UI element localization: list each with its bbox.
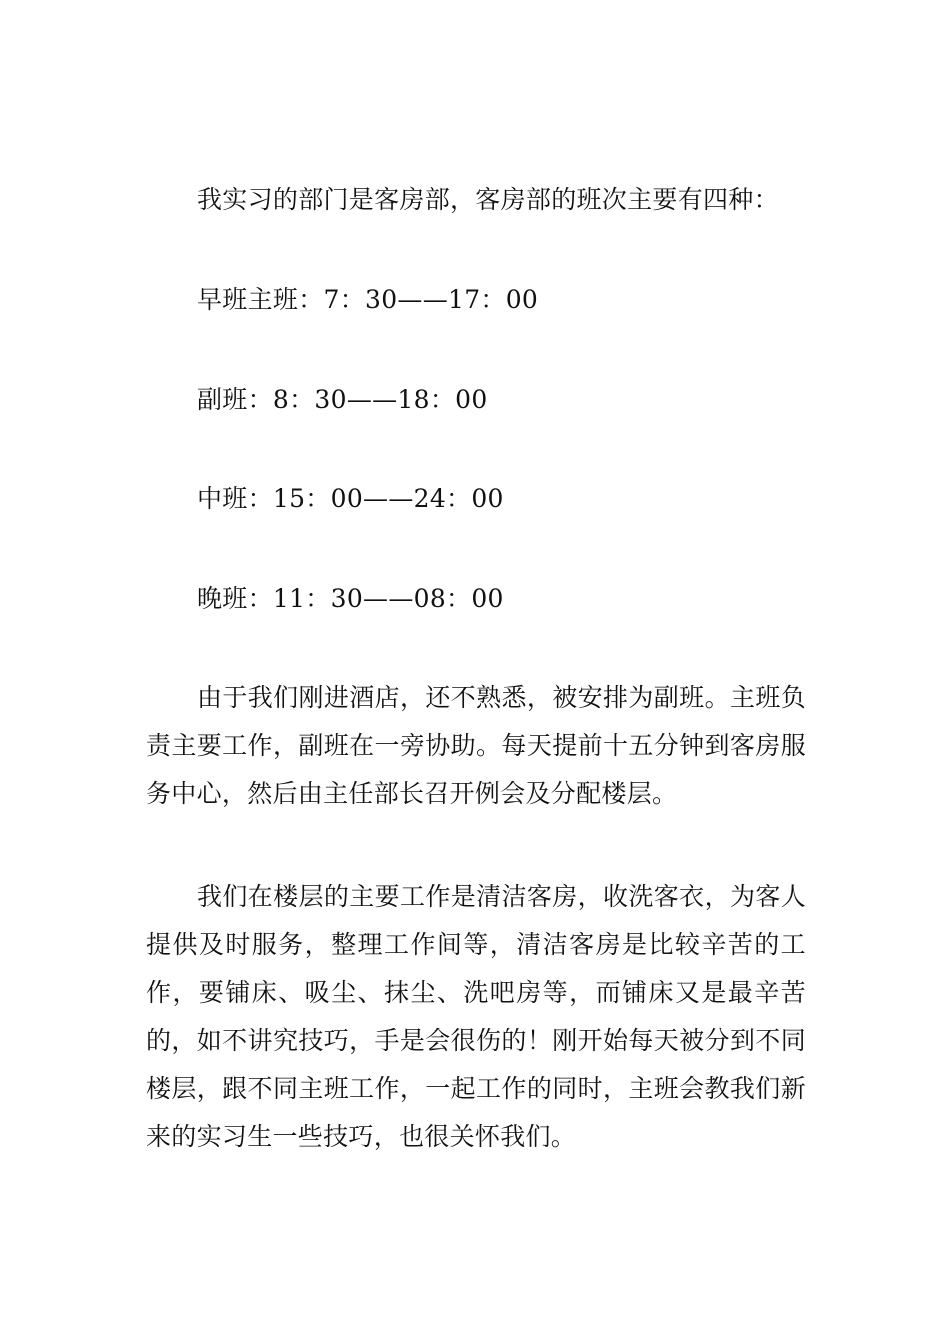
paragraph-assignment: 由于我们刚进酒店，还不熟悉，被安排为副班。主班负责主要工作，副班在一旁协助。每天提前十五分钟到客房服务中心，然后由主任部长召开例会及分配楼层。	[146, 683, 806, 808]
shift-middle: 中班：15：00——24：00	[197, 484, 504, 513]
paragraph-floor-duties: 我们在楼层的主要工作是清洁客房，收洗客衣，为客人提供及时服务，整理工作间等，清洁客房是比较辛苦的工作，要铺床、吸尘、抹尘、洗吧房等，而铺床又是最辛苦的，如不讲究技巧，手是会很伤的！刚开始每天被分到不同楼层，跟不同主班工作，一起工作的同时，主班会教我们新来的实习生一些技巧，也很关怀我们。	[146, 882, 806, 1151]
intro-line: 我实习的部门是客房部，客房部的班次主要有四种：	[197, 185, 779, 214]
shift-assistant: 副班：8：30——18：00	[197, 385, 488, 414]
shift-early-main: 早班主班：7：30——17：00	[197, 285, 539, 314]
shift-night: 晚班：11：30——08：00	[197, 584, 504, 613]
